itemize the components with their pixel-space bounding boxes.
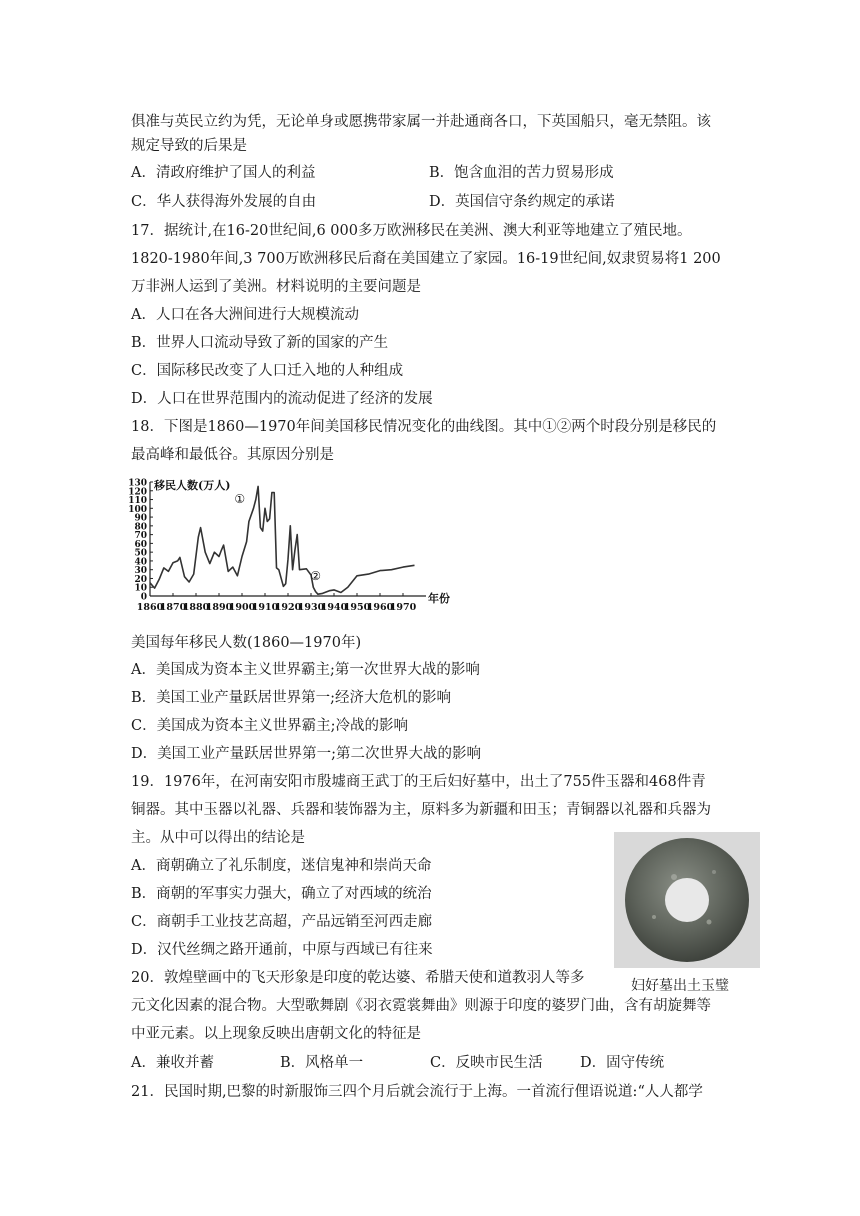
q17-stem-line-1: 17．据统计,在16-20世纪间,6 000多万欧洲移民在美洲、澳大利亚等地建立了殖民地。: [131, 223, 692, 239]
q17-option-b: B．世界人口流动导致了新的国家的产生: [131, 335, 389, 351]
q20-option-c: C．反映市民生活: [430, 1055, 543, 1071]
q16-option-a: A．清政府维护了国人的利益: [131, 165, 316, 181]
y-tick-label: 50: [134, 548, 147, 559]
q19-stem-line-3: 主。从中可以得出的结论是: [131, 830, 305, 846]
x-tick-label: 1970: [389, 602, 417, 613]
q18-option-d: D．美国工业产量跃居世界第一;第二次世界大战的影响: [131, 746, 482, 762]
q20-stem-line-3: 中亚元素。以上现象反映出唐朝文化的特征是: [131, 1026, 421, 1042]
immigration-line-chart: [126, 476, 456, 621]
x-tick-label: 1860: [136, 602, 164, 613]
y-tick-label: 130: [128, 478, 147, 489]
chart-caption: 美国每年移民人数(1860—1970年): [131, 635, 362, 651]
x-tick-label: 1960: [366, 602, 394, 613]
jade-disc-illustration: [614, 832, 760, 968]
x-tick-label: 1890: [205, 602, 233, 613]
q16-stem-line-1: 俱准与英民立约为凭，无论单身或愿携带家属一并赴通商各口，下英国船只，毫无禁阻。该: [131, 114, 711, 130]
q18-stem-line-2: 最高峰和最低谷。其原因分别是: [131, 447, 334, 463]
y-axis-label: 移民人数(万人): [154, 479, 231, 492]
q18-stem-line-1: 18．下图是1860—1970年间美国移民情况变化的曲线图。其中①②两个时段分别是移民的: [131, 419, 717, 435]
q19-stem-line-1: 19．1976年，在河南安阳市殷墟商王武丁的王后妇好墓中，出土了755件玉器和468件青: [131, 774, 706, 790]
q20-stem-line-2: 元文化因素的混合物。大型歌舞剧《羽衣霓裳舞曲》则源于印度的婆罗门曲，含有胡旋舞等: [131, 998, 711, 1014]
y-tick-label: 120: [128, 487, 147, 498]
q19-option-a: A．商朝确立了礼乐制度，迷信鬼神和崇尚天命: [131, 858, 432, 874]
y-tick-label: 70: [134, 531, 147, 542]
series-line: [150, 486, 415, 594]
y-tick-label: 20: [134, 574, 147, 585]
x-tick-label: 1900: [228, 602, 256, 613]
y-tick-label: 0: [140, 592, 147, 603]
q20-option-d: D．固守传统: [580, 1055, 665, 1071]
q19-option-c: C．商朝手工业技艺高超，产品远销至河西走廊: [131, 914, 433, 930]
q17-stem-line-2: 1820-1980年间,3 700万欧洲移民后裔在美国建立了家园。16-19世纪间,奴隶贸易将1 200: [131, 251, 721, 267]
q16-option-b: B．饱含血泪的苦力贸易形成: [429, 165, 614, 181]
x-tick-label: 1920: [274, 602, 302, 613]
chart-annotation: ②: [310, 569, 321, 584]
q18-option-a: A．美国成为资本主义世界霸主;第一次世界大战的影响: [131, 662, 480, 678]
y-tick-label: 60: [134, 539, 147, 550]
q18-option-b: B．美国工业产量跃居世界第一;经济大危机的影响: [131, 690, 452, 706]
y-tick-label: 30: [134, 566, 147, 577]
y-tick-label: 110: [128, 496, 147, 507]
q17-option-c: C．国际移民改变了人口迁入地的人种组成: [131, 363, 404, 379]
q20-option-b: B．风格单一: [280, 1055, 364, 1071]
q16-stem-line-2: 规定导致的后果是: [131, 138, 247, 154]
q16-option-d: D．英国信守条约规定的承诺: [429, 194, 615, 210]
q20-option-a: A．兼收并蓄: [131, 1055, 214, 1071]
q16-option-c: C．华人获得海外发展的自由: [131, 194, 317, 210]
q18-option-c: C．美国成为资本主义世界霸主;冷战的影响: [131, 718, 408, 734]
y-tick-label: 100: [128, 504, 147, 515]
x-tick-label: 1910: [251, 602, 279, 613]
q17-option-d: D．人口在世界范围内的流动促进了经济的发展: [131, 391, 433, 407]
q19-option-d: D．汉代丝绸之路开通前，中原与西域已有往来: [131, 942, 433, 958]
chart-annotation: ①: [234, 492, 246, 507]
q17-stem-line-3: 万非洲人运到了美洲。材料说明的主要问题是: [131, 279, 421, 295]
y-tick-label: 90: [134, 513, 147, 524]
x-tick-label: 1950: [343, 602, 371, 613]
x-axis-label: 年份: [428, 592, 450, 605]
q19-option-b: B．商朝的军事实力强大，确立了对西域的统治: [131, 886, 432, 902]
jade-bi-disc-image: [614, 832, 760, 968]
y-tick-label: 80: [134, 522, 147, 533]
y-tick-label: 40: [134, 557, 147, 568]
x-tick-label: 1930: [297, 602, 325, 613]
q19-stem-line-2: 铜器。其中玉器以礼器、兵器和装饰器为主，原料多为新疆和田玉；青铜器以礼器和兵器为: [131, 802, 711, 818]
x-tick-label: 1870: [159, 602, 187, 613]
y-axis-ticks: [128, 479, 153, 603]
jade-image-caption: 妇好墓出土玉璧: [631, 978, 729, 994]
x-tick-label: 1940: [320, 602, 348, 613]
q17-option-a: A．人口在各大洲间进行大规模流动: [131, 307, 359, 323]
q21-stem-line-1: 21．民国时期,巴黎的时新服饰三四个月后就会流行于上海。一首流行俚语说道:“人人都学: [131, 1084, 703, 1100]
y-tick-label: 10: [134, 583, 147, 594]
q20-stem-line-1: 20．敦煌壁画中的飞天形象是印度的乾达婆、希腊天使和道教羽人等多: [131, 970, 585, 986]
x-tick-label: 1880: [182, 602, 210, 613]
